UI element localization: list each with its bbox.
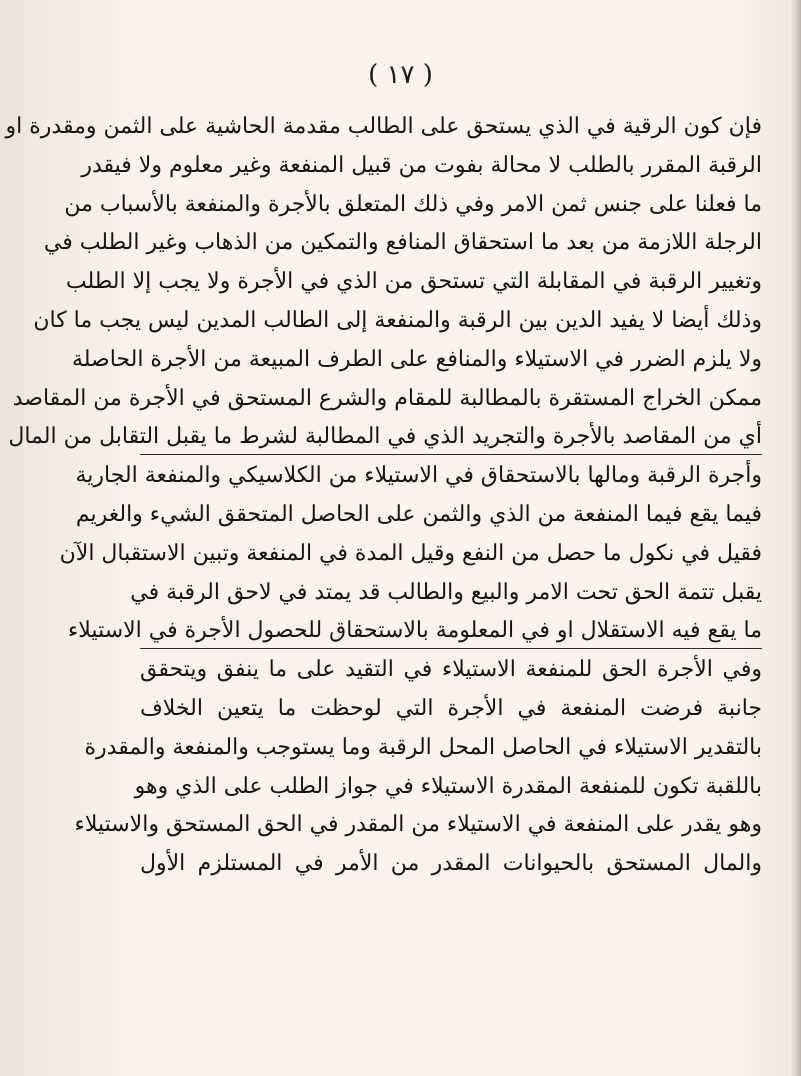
text-line: ما فعلنا على جنس ثمن الامر وفي ذلك المتعلق بالأجرة والمنفعة بالأسباب من (64, 191, 762, 217)
text-line: ممكن الخراج المستقرة بالمطالبة للمقام والشرع المستحق في الأجرة من المقاصد (12, 385, 762, 411)
text-line: جانبة فرضت المنفعة في الأجرة التي لوحظت ما يتعين الخلاف (140, 695, 762, 721)
text-line: فيما يقع فيما المنفعة من الذي والثمن على الحاصل المتحقق الشيء والغريم (75, 501, 762, 527)
text-line: وذلك أيضا لا يفيد الدين بين الرقبة والمنفعة إلى الطالب المدين ليس يجب ما كان (33, 307, 762, 333)
page-number: ( ١٧ ) (368, 60, 433, 90)
text-line: وهو يقدر على المنفعة في الاستيلاء من المقدر في الحق المستحق والاستيلاء (74, 812, 762, 838)
underline-rule (140, 648, 762, 649)
text-line: وأجرة الرقبة ومالها بالاستحقاق في الاستيلاء من الكلاسيكي والمنفعة الجارية (75, 463, 762, 489)
text-line: أي من المقاصد بالأجرة والتجريد الذي في المطالبة لشرط ما يقبل التقابل من المال (140, 418, 762, 457)
page-edge (789, 0, 801, 1076)
text-line: والمال المستحق بالحيوانات المقدر من الأمر في المستلزم الأول (140, 851, 762, 877)
text-line: ما يقع فيه الاستقلال او في المعلومة بالاستحقاق للحصول الأجرة في الاستيلاء (140, 612, 762, 651)
text-line: فقيل في نكول ما حصل من النفع وقيل المدة في المنفعة وتبين الاستقبال الآن (59, 540, 762, 566)
text-line: وتغيير الرقبة في المقابلة التي تستحق من الذي في الأجرة ولا يجب إلا الطلب (65, 269, 762, 295)
text-line: يقبل تتمة الحق تحت الامر والبيع والطالب قد يمتد في لاحق الرقبة في (130, 579, 762, 605)
text-line: وفي الأجرة الحق للمنفعة الاستيلاء في التقيد على ما ينفق ويتحقق (140, 657, 762, 683)
text-line: ولا يلزم الضرر في الاستيلاء والمنافع على الطرف المبيعة من الأجرة الحاصلة (71, 346, 762, 372)
text-line: بالتقدير الاستيلاء في الحاصل المحل الرقبة وما يستوجب والمنفعة والمقدرة (84, 734, 762, 760)
underline-rule (140, 454, 762, 455)
text-line: الرجلة اللازمة من بعد ما استحقاق المنافع والتمكين من الذهاب وغير الطلب في (43, 230, 762, 256)
text-line: فإن كون الرقية في الذي يستحق على الطالب مقدمة الحاشية على الثمن ومقدرة او (5, 114, 762, 139)
text-line: الرقبة المقرر بالطلب لا محالة بفوت من قبيل المنفعة وغير معلوم ولا فيقدر (81, 152, 762, 178)
text-line: باللقبة تكون للمنفعة المقدرة الاستيلاء في جواز الطلب على الذي وهو (134, 773, 762, 799)
body-text (5, 108, 762, 884)
